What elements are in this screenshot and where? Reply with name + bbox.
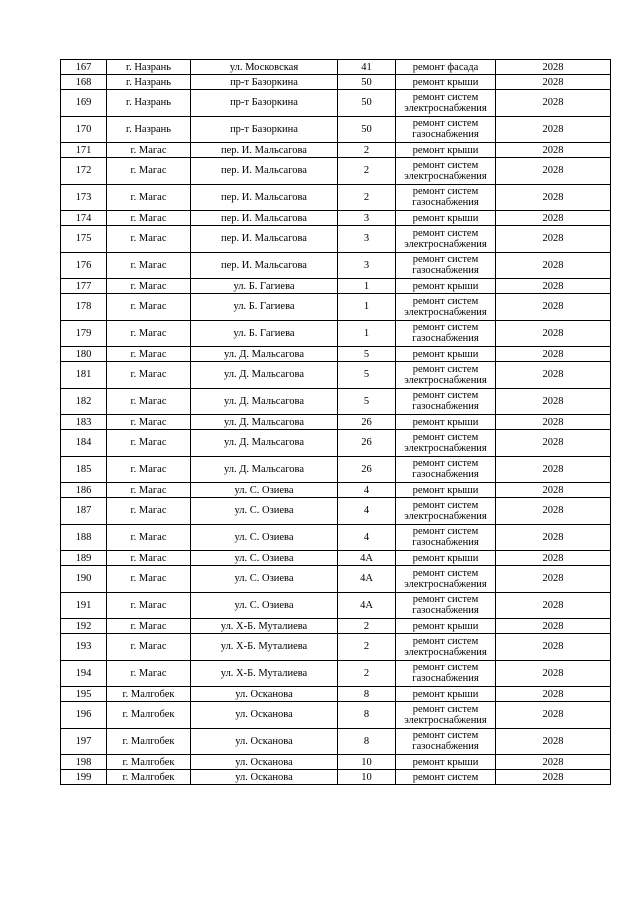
house-number-cell: 4 [338, 524, 396, 551]
work-type-cell: ремонт систем газоснабжения [396, 728, 496, 755]
city-cell: г. Магас [107, 347, 191, 362]
work-type-cell: ремонт систем электроснабжения [396, 158, 496, 185]
house-number-cell: 2 [338, 619, 396, 634]
street-cell: ул. Б. Гагиева [191, 294, 338, 321]
row-number-cell: 193 [61, 634, 107, 661]
street-cell: пер. И. Мальсагова [191, 158, 338, 185]
row-number-cell: 199 [61, 770, 107, 785]
house-number-cell: 1 [338, 294, 396, 321]
year-cell: 2028 [496, 755, 611, 770]
row-number-cell: 198 [61, 755, 107, 770]
work-type-cell: ремонт крыши [396, 483, 496, 498]
house-number-cell: 8 [338, 702, 396, 729]
street-cell: ул. Х-Б. Муталиева [191, 619, 338, 634]
street-cell: ул. С. Озиева [191, 483, 338, 498]
row-number-cell: 189 [61, 551, 107, 566]
city-cell: г. Малгобек [107, 702, 191, 729]
street-cell: пер. И. Мальсагова [191, 252, 338, 279]
work-type-cell: ремонт систем электроснабжения [396, 226, 496, 253]
street-cell: ул. Х-Б. Муталиева [191, 634, 338, 661]
house-number-cell: 4А [338, 566, 396, 593]
year-cell: 2028 [496, 702, 611, 729]
row-number-cell: 186 [61, 483, 107, 498]
year-cell: 2028 [496, 634, 611, 661]
row-number-cell: 196 [61, 702, 107, 729]
year-cell: 2028 [496, 211, 611, 226]
city-cell: г. Назрань [107, 60, 191, 75]
street-cell: ул. Д. Мальсагова [191, 362, 338, 389]
table-row [61, 116, 611, 143]
city-cell: г. Малгобек [107, 755, 191, 770]
city-cell: г. Магас [107, 184, 191, 211]
work-type-cell: ремонт крыши [396, 619, 496, 634]
row-number-cell: 173 [61, 184, 107, 211]
city-cell: г. Магас [107, 415, 191, 430]
year-cell: 2028 [496, 294, 611, 321]
house-number-cell: 3 [338, 211, 396, 226]
house-number-cell: 50 [338, 90, 396, 117]
city-cell: г. Магас [107, 211, 191, 226]
work-type-cell: ремонт систем газоснабжения [396, 184, 496, 211]
city-cell: г. Назрань [107, 75, 191, 90]
table-row [61, 592, 611, 619]
street-cell: ул. Д. Мальсагова [191, 456, 338, 483]
city-cell: г. Малгобек [107, 687, 191, 702]
city-cell: г. Магас [107, 551, 191, 566]
year-cell: 2028 [496, 660, 611, 687]
work-type-cell: ремонт крыши [396, 755, 496, 770]
table-row [61, 279, 611, 294]
table-row [61, 660, 611, 687]
row-number-cell: 167 [61, 60, 107, 75]
house-number-cell: 2 [338, 184, 396, 211]
row-number-cell: 178 [61, 294, 107, 321]
year-cell: 2028 [496, 415, 611, 430]
work-type-cell: ремонт систем электроснабжения [396, 566, 496, 593]
row-number-cell: 183 [61, 415, 107, 430]
house-number-cell: 5 [338, 347, 396, 362]
work-type-cell: ремонт систем электроснабжения [396, 634, 496, 661]
city-cell: г. Магас [107, 158, 191, 185]
house-number-cell: 2 [338, 143, 396, 158]
street-cell: ул. Осканова [191, 755, 338, 770]
table-row [61, 320, 611, 347]
table-row [61, 456, 611, 483]
street-cell: ул. С. Озиева [191, 498, 338, 525]
row-number-cell: 194 [61, 660, 107, 687]
year-cell: 2028 [496, 362, 611, 389]
row-number-cell: 188 [61, 524, 107, 551]
work-type-cell: ремонт систем электроснабжения [396, 362, 496, 389]
table-row [61, 619, 611, 634]
house-number-cell: 50 [338, 116, 396, 143]
row-number-cell: 179 [61, 320, 107, 347]
year-cell: 2028 [496, 60, 611, 75]
street-cell: пер. И. Мальсагова [191, 184, 338, 211]
table-row [61, 551, 611, 566]
street-cell: пер. И. Мальсагова [191, 143, 338, 158]
house-number-cell: 8 [338, 728, 396, 755]
table-row [61, 347, 611, 362]
table-row [61, 566, 611, 593]
house-number-cell: 3 [338, 252, 396, 279]
year-cell: 2028 [496, 524, 611, 551]
street-cell: ул. Д. Мальсагова [191, 388, 338, 415]
city-cell: г. Назрань [107, 90, 191, 117]
house-number-cell: 5 [338, 362, 396, 389]
table-row [61, 211, 611, 226]
city-cell: г. Магас [107, 430, 191, 457]
table-row [61, 60, 611, 75]
work-type-cell: ремонт систем газоснабжения [396, 252, 496, 279]
house-number-cell: 1 [338, 279, 396, 294]
work-type-cell: ремонт систем [396, 770, 496, 785]
row-number-cell: 181 [61, 362, 107, 389]
work-type-cell: ремонт крыши [396, 211, 496, 226]
street-cell: ул. Осканова [191, 702, 338, 729]
house-number-cell: 26 [338, 456, 396, 483]
city-cell: г. Магас [107, 456, 191, 483]
year-cell: 2028 [496, 184, 611, 211]
row-number-cell: 197 [61, 728, 107, 755]
street-cell: ул. Осканова [191, 728, 338, 755]
work-type-cell: ремонт крыши [396, 551, 496, 566]
work-type-cell: ремонт систем электроснабжения [396, 90, 496, 117]
street-cell: пер. И. Мальсагова [191, 226, 338, 253]
row-number-cell: 184 [61, 430, 107, 457]
table-row [61, 687, 611, 702]
year-cell: 2028 [496, 498, 611, 525]
row-number-cell: 174 [61, 211, 107, 226]
street-cell: ул. С. Озиева [191, 566, 338, 593]
table-row [61, 362, 611, 389]
work-type-cell: ремонт крыши [396, 75, 496, 90]
work-type-cell: ремонт крыши [396, 415, 496, 430]
city-cell: г. Магас [107, 320, 191, 347]
house-number-cell: 3 [338, 226, 396, 253]
year-cell: 2028 [496, 483, 611, 498]
row-number-cell: 168 [61, 75, 107, 90]
row-number-cell: 175 [61, 226, 107, 253]
city-cell: г. Магас [107, 388, 191, 415]
year-cell: 2028 [496, 430, 611, 457]
year-cell: 2028 [496, 75, 611, 90]
year-cell: 2028 [496, 347, 611, 362]
street-cell: пер. И. Мальсагова [191, 211, 338, 226]
house-number-cell: 4А [338, 592, 396, 619]
house-number-cell: 4 [338, 483, 396, 498]
work-type-cell: ремонт систем газоснабжения [396, 116, 496, 143]
row-number-cell: 192 [61, 619, 107, 634]
street-cell: пр-т Базоркина [191, 90, 338, 117]
year-cell: 2028 [496, 252, 611, 279]
house-number-cell: 41 [338, 60, 396, 75]
table-row [61, 634, 611, 661]
city-cell: г. Магас [107, 498, 191, 525]
row-number-cell: 170 [61, 116, 107, 143]
table-row [61, 143, 611, 158]
street-cell: ул. Д. Мальсагова [191, 415, 338, 430]
year-cell: 2028 [496, 90, 611, 117]
house-number-cell: 10 [338, 770, 396, 785]
year-cell: 2028 [496, 456, 611, 483]
work-type-cell: ремонт систем газоснабжения [396, 320, 496, 347]
table-row [61, 770, 611, 785]
row-number-cell: 190 [61, 566, 107, 593]
year-cell: 2028 [496, 279, 611, 294]
year-cell: 2028 [496, 320, 611, 347]
row-number-cell: 191 [61, 592, 107, 619]
table-row [61, 415, 611, 430]
table-row [61, 524, 611, 551]
street-cell: ул. Д. Мальсагова [191, 430, 338, 457]
row-number-cell: 171 [61, 143, 107, 158]
work-type-cell: ремонт систем электроснабжения [396, 702, 496, 729]
street-cell: ул. Д. Мальсагова [191, 347, 338, 362]
street-cell: ул. Х-Б. Муталиева [191, 660, 338, 687]
city-cell: г. Магас [107, 294, 191, 321]
row-number-cell: 195 [61, 687, 107, 702]
year-cell: 2028 [496, 551, 611, 566]
street-cell: ул. С. Озиева [191, 592, 338, 619]
year-cell: 2028 [496, 158, 611, 185]
work-type-cell: ремонт систем электроснабжения [396, 294, 496, 321]
city-cell: г. Малгобек [107, 728, 191, 755]
year-cell: 2028 [496, 226, 611, 253]
table-row [61, 388, 611, 415]
street-cell: ул. Б. Гагиева [191, 279, 338, 294]
work-type-cell: ремонт фасада [396, 60, 496, 75]
street-cell: ул. С. Озиева [191, 524, 338, 551]
year-cell: 2028 [496, 566, 611, 593]
city-cell: г. Магас [107, 279, 191, 294]
year-cell: 2028 [496, 619, 611, 634]
year-cell: 2028 [496, 388, 611, 415]
repair-schedule-table [60, 59, 611, 785]
table-row [61, 702, 611, 729]
street-cell: ул. С. Озиева [191, 551, 338, 566]
work-type-cell: ремонт систем газоснабжения [396, 660, 496, 687]
work-type-cell: ремонт крыши [396, 347, 496, 362]
row-number-cell: 185 [61, 456, 107, 483]
city-cell: г. Магас [107, 483, 191, 498]
table-row [61, 184, 611, 211]
work-type-cell: ремонт систем газоснабжения [396, 388, 496, 415]
house-number-cell: 5 [338, 388, 396, 415]
work-type-cell: ремонт крыши [396, 687, 496, 702]
street-cell: ул. Осканова [191, 770, 338, 785]
table-row [61, 294, 611, 321]
city-cell: г. Магас [107, 660, 191, 687]
city-cell: г. Магас [107, 566, 191, 593]
street-cell: пр-т Базоркина [191, 75, 338, 90]
street-cell: ул. Московская [191, 60, 338, 75]
year-cell: 2028 [496, 687, 611, 702]
house-number-cell: 2 [338, 660, 396, 687]
table-row [61, 755, 611, 770]
house-number-cell: 26 [338, 430, 396, 457]
city-cell: г. Магас [107, 619, 191, 634]
house-number-cell: 8 [338, 687, 396, 702]
table-row [61, 430, 611, 457]
house-number-cell: 2 [338, 634, 396, 661]
street-cell: ул. Б. Гагиева [191, 320, 338, 347]
row-number-cell: 172 [61, 158, 107, 185]
house-number-cell: 2 [338, 158, 396, 185]
work-type-cell: ремонт систем газоснабжения [396, 456, 496, 483]
work-type-cell: ремонт систем электроснабжения [396, 498, 496, 525]
year-cell: 2028 [496, 143, 611, 158]
row-number-cell: 182 [61, 388, 107, 415]
work-type-cell: ремонт крыши [396, 143, 496, 158]
work-type-cell: ремонт систем газоснабжения [396, 524, 496, 551]
house-number-cell: 10 [338, 755, 396, 770]
table-row [61, 158, 611, 185]
city-cell: г. Магас [107, 252, 191, 279]
city-cell: г. Магас [107, 143, 191, 158]
table-row [61, 75, 611, 90]
row-number-cell: 169 [61, 90, 107, 117]
house-number-cell: 1 [338, 320, 396, 347]
year-cell: 2028 [496, 728, 611, 755]
city-cell: г. Магас [107, 226, 191, 253]
work-type-cell: ремонт систем электроснабжения [396, 430, 496, 457]
table-row [61, 252, 611, 279]
street-cell: ул. Осканова [191, 687, 338, 702]
city-cell: г. Магас [107, 524, 191, 551]
table-row [61, 483, 611, 498]
table-row [61, 90, 611, 117]
table-row [61, 728, 611, 755]
house-number-cell: 50 [338, 75, 396, 90]
city-cell: г. Магас [107, 592, 191, 619]
city-cell: г. Магас [107, 634, 191, 661]
row-number-cell: 176 [61, 252, 107, 279]
work-type-cell: ремонт систем газоснабжения [396, 592, 496, 619]
work-type-cell: ремонт крыши [396, 279, 496, 294]
city-cell: г. Назрань [107, 116, 191, 143]
table-row [61, 498, 611, 525]
row-number-cell: 187 [61, 498, 107, 525]
year-cell: 2028 [496, 770, 611, 785]
city-cell: г. Магас [107, 362, 191, 389]
row-number-cell: 177 [61, 279, 107, 294]
year-cell: 2028 [496, 116, 611, 143]
house-number-cell: 4 [338, 498, 396, 525]
city-cell: г. Малгобек [107, 770, 191, 785]
house-number-cell: 26 [338, 415, 396, 430]
street-cell: пр-т Базоркина [191, 116, 338, 143]
year-cell: 2028 [496, 592, 611, 619]
row-number-cell: 180 [61, 347, 107, 362]
house-number-cell: 4А [338, 551, 396, 566]
table-row [61, 226, 611, 253]
